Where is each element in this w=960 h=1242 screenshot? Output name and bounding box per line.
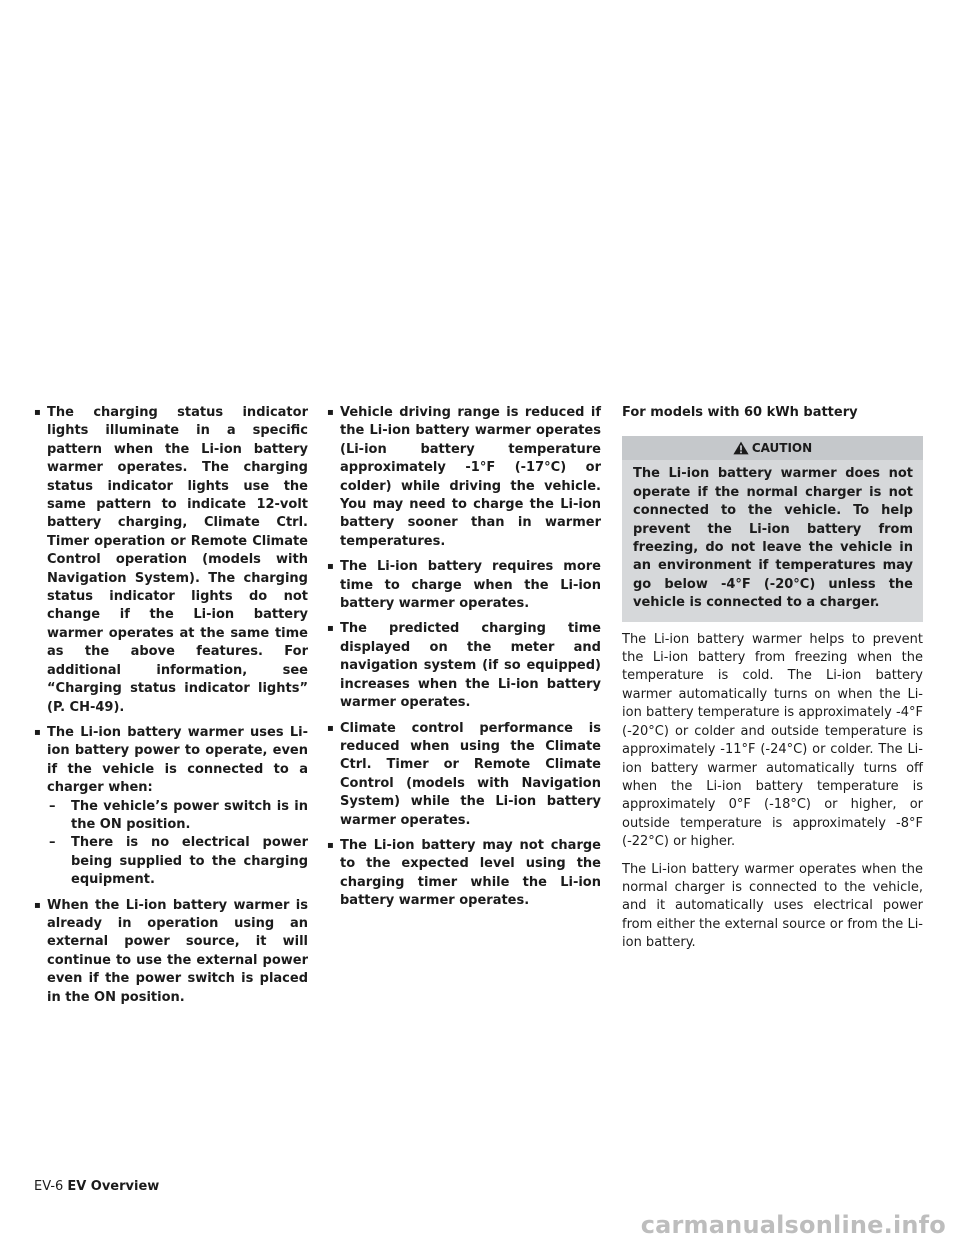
section-heading: For models with 60 kWh battery <box>622 405 858 420</box>
caution-header <box>622 436 923 460</box>
bullet-text: The Li-ion battery warmer uses Li-ion battery power to operate, even if the vehicle is connected to a charger when: <box>47 724 308 796</box>
list-item <box>327 558 601 613</box>
list-item <box>34 724 308 890</box>
list-item <box>34 404 308 717</box>
list-item <box>327 620 601 712</box>
bullet-text: Vehicle driving range is reduced if the Li-ion battery warmer operates (Li-ion battery temperature approximately -1°F (-17°C) or colder) while driving the vehicle. You may need to charge the Li-ion battery sooner than in warmer temperatures. <box>340 405 601 549</box>
caution-box <box>622 436 923 621</box>
caution-title: CAUTION <box>751 441 813 456</box>
bullet-text: The Li-ion battery may not charge to the expected level using the charging timer while the Li-ion battery warmer operates. <box>340 837 601 909</box>
list-item <box>34 897 308 1007</box>
sub-list-item <box>49 798 308 835</box>
column-2-bullet-list <box>327 404 601 911</box>
sub-item-text: The vehicle’s power switch is in the ON position. <box>71 798 308 832</box>
column-1-bullet-list <box>34 404 308 1007</box>
column-3 <box>622 404 923 962</box>
bullet-text: The predicted charging time displayed on the meter and navigation system (if so equipped) increases when the Li-ion battery warmer operates. <box>340 621 601 711</box>
footer-section-title: EV Overview <box>67 1179 160 1194</box>
list-item <box>327 837 601 911</box>
paragraph: The Li-ion battery warmer helps to prevent the Li-ion battery from freezing when the temperature is cold. The Li-ion battery warmer automatically turns on when the Li-ion battery temperature is approximately -4°F (-20°C) or colder and outside temperature is approximately -11°F (-24°C) or colder. The Li-ion battery warmer automatically turns off when the Li-ion battery temperature is approximately 0°F (-18°C) or higher, or outside temperature is approximately -8°F (-22°C) or higher. <box>622 631 923 850</box>
bullet-text: The Li-ion battery requires more time to charge when the Li-ion battery warmer operates. <box>340 559 601 612</box>
watermark: carmanualsonline.info <box>640 1211 946 1239</box>
page-number: EV-6 <box>34 1179 64 1194</box>
bullet-text: The charging status indicator lights illuminate in a specific pattern when the Li-ion battery warmer operates. The charging status indicator lights use the same pattern to indicate 12-volt battery charging, Climate Ctrl. Timer operation or Remote Climate Control operation (models with Navigation System). The charging status indicator lights do not change if the Li-ion battery warmer operates at the same time as the above features. For additional information, see “Charging status indicator lights” (P. CH-49). <box>47 405 308 715</box>
sub-list-item <box>49 834 308 889</box>
paragraph: The Li-ion battery warmer operates when the normal charger is connected to the vehicle, and it automatically uses electrical power from either the external source or from the Li-ion battery. <box>622 861 923 951</box>
page-footer <box>34 1178 159 1196</box>
column-2 <box>327 404 601 918</box>
list-item <box>327 404 601 551</box>
bullet-text: Climate control performance is reduced when using the Climate Ctrl. Timer or Remote Climate Control (models with Navigation System) while the Li-ion battery warmer operates. <box>340 720 601 828</box>
caution-body: The Li-ion battery warmer does not operate if the normal charger is not connected to the vehicle. To help prevent the Li-ion battery from freezing, do not leave the vehicle in an environment if temperatures may go below -4°F (-20°C) unless the vehicle is connected to a charger. <box>633 466 913 611</box>
list-item <box>327 720 601 830</box>
sub-item-text: There is no electrical power being supplied to the charging equipment. <box>71 835 308 888</box>
bullet-text: When the Li-ion battery warmer is already in operation using an external power source, it will continue to use the external power even if the power switch is placed in the ON position. <box>47 897 308 1005</box>
column-1 <box>34 404 308 1014</box>
sub-list <box>47 798 308 890</box>
warning-triangle-icon <box>733 441 749 455</box>
